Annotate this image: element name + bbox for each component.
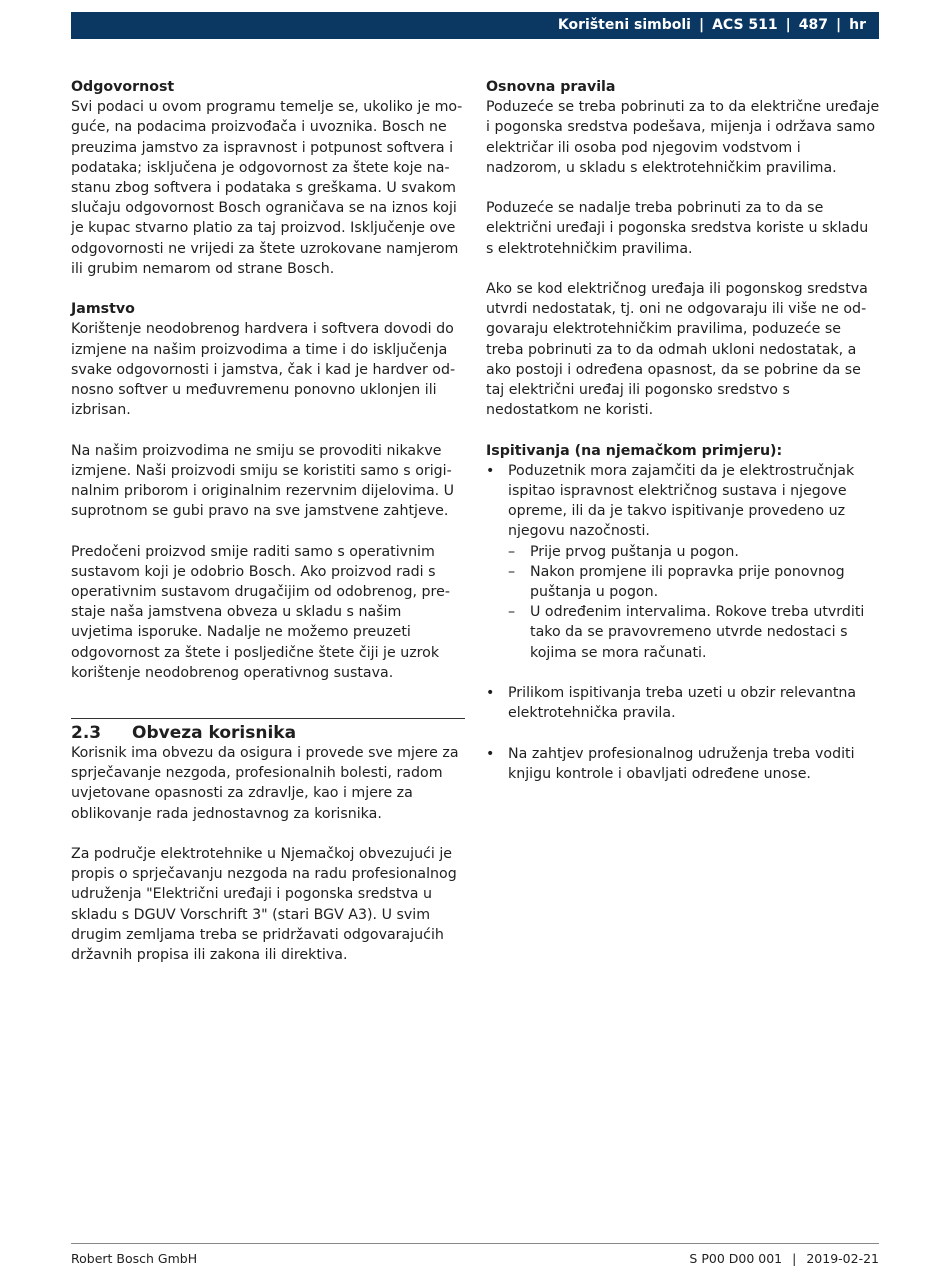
right-column: [486, 77, 880, 784]
section-paragraph-2: Za područje elektrotehnike u Njemačkoj obvezujući je propis o sprječavanju nezgoda na radu profesionalnog udruženja "Električni uređaji i pogonska sredstva u skladu s DGUV Vorschrift 3" (stari BGV A3). U svim drugim zemljama treba se pridržavati odgovarajućih državnih propisa ili zakona ili direktiva.: [71, 846, 457, 964]
left-column: [71, 77, 465, 965]
ispitivanja-heading: Ispitivanja (na njemačkom primjeru):: [486, 442, 783, 459]
header-language: hr: [849, 17, 866, 33]
jamstvo-paragraph-2: Na našim proizvodima ne smiju se provoditi nikakve izmjene. Naši proizvodi smiju se koristiti samo s originalnim priborom i originalnim rezervnim dijelovima. U suprotnom se gubi pravo na sve jamstvene zahtjeve.: [71, 442, 455, 520]
sub-list-item: – U određenim intervalima. Rokove treba utvrditi tako da se pravovremeno utvrde nedostaci s kojima se mora računati.: [508, 602, 880, 663]
header-separator: |: [785, 17, 791, 33]
footer-divider: [71, 1243, 879, 1244]
footer-doc-info: [689, 1251, 879, 1267]
osnovna-pravila-heading: Osnovna pravila: [486, 79, 616, 95]
jamstvo-heading: Jamstvo: [71, 301, 135, 318]
section-title: Obveza korisnika: [132, 723, 297, 744]
odgovornost-paragraph: Svi podaci u ovom programu temelje se, ukoliko je moguće, na podacima proizvođača i uvoznika. Bosch ne preuzima jamstvo za ispravnost i potpunost softvera i podataka; isključena je odgovornost za štete koje nastanu zbog softvera i podataka s greškama. U svakom slučaju odgovornost Bosch ograničava se na iznos koji je kupac stvarno platio za taj proizvod. Isključenje ove odgovornosti ne vrijedi za štete uzrokovane namjerom ili grubim nemarom od strane Bosch.: [71, 99, 463, 277]
list-item: [486, 744, 880, 784]
odgovornost-heading: Odgovornost: [71, 79, 175, 95]
bullet-1-text: Poduzetnik mora zajamčiti da je elektrostručnjak ispitao ispravnost električnog sustava i njegove opreme, ili da je takvo ispitivanje provedeno uz njegovu nazočnosti.: [508, 462, 855, 540]
jamstvo-paragraph-1: Korištenje neodobrenog hardvera i softvera dovodi do izmjene na našim proizvodima a time i do isključenja svake odgovornosti i jamstva, čak i kad je hardver odnosno softver u međuvremenu ponovno uklonjen ili izbrisan.: [71, 321, 456, 419]
sub-list: [508, 542, 880, 663]
ispitivanja-list: [486, 461, 880, 784]
list-item: [486, 461, 880, 683]
bullet-2-text: Prilikom ispitivanja treba uzeti u obzir relevantna elektrotehnička pravila.: [508, 685, 857, 722]
osnovna-paragraph-3: Ako se kod električnog uređaja ili pogonskog sredstva utvrdi nedostatak, tj. oni ne odgovaraju ili više ne odgovaraju elektrotehničkim pravilima, poduzeće se treba pobrinuti za to da odmah ukloni nedostatak, a ako postoji i određena opasnost, da se pobrine da se taj električni uređaj ili pogonsko sredstvo s nedostatkom ne koristi.: [486, 281, 868, 419]
bullet-3-text: Na zahtjev profesionalnog udruženja treba voditi knjigu kontrole i obavljati određene unose.: [508, 745, 855, 782]
section-number: 2.3: [71, 723, 102, 744]
header-product-name: ACS 511: [712, 17, 778, 33]
header-section-name: Korišteni simboli: [557, 17, 691, 33]
sub-list-item: – Nakon promjene ili popravka prije ponovnog puštanja u pogon.: [508, 562, 880, 602]
sub-list-item: – Prije prvog puštanja u pogon.: [508, 542, 880, 562]
footer-doc-number: S P00 D00 001: [689, 1251, 783, 1266]
osnovna-paragraph-2: Poduzeće se nadalje treba pobrinuti za to da se električni uređaji i pogonska sredstva koriste u skladu s elektrotehničkim pravilima.: [486, 200, 869, 257]
section-paragraph-1: Korisnik ima obvezu da osigura i provede sve mjere za sprječavanje nezgoda, profesionalnih bolesti, radom uvjetovane opasnosti za zdravlje, kao i mjere za oblikovanje rada jednostavnog za korisnika.: [71, 745, 459, 822]
jamstvo-paragraph-3: Predočeni proizvod smije raditi samo s operativnim sustavom koji je odobrio Bosch. Ako proizvod radi s operativnim sustavom drugačijim od odobrenog, prestaje naša jamstvena obveza u skladu s našim uvjetima isporuke. Nadalje ne možemo preuzeti odgovornost za štete i posljedične štete čiji je uzrok korištenje neodobrenog operativnog sustava.: [71, 543, 450, 681]
list-item: [486, 683, 880, 744]
footer-company: Robert Bosch GmbH: [71, 1251, 198, 1266]
footer-date: 2019-02-21: [806, 1251, 879, 1266]
osnovna-paragraph-1: Poduzeće se treba pobrinuti za to da električne uređaje i pogonska sredstva podešava, mijenja i održava samo električar ili osoba pod njegovim vodstvom i nadzorom, u skladu s elektrotehničkim pravilima.: [486, 99, 880, 176]
footer-separator: |: [792, 1251, 797, 1266]
header-separator: |: [836, 17, 842, 33]
page-header-bar: [71, 12, 879, 39]
header-separator: |: [698, 17, 705, 33]
header-page-number: 487: [798, 17, 828, 33]
